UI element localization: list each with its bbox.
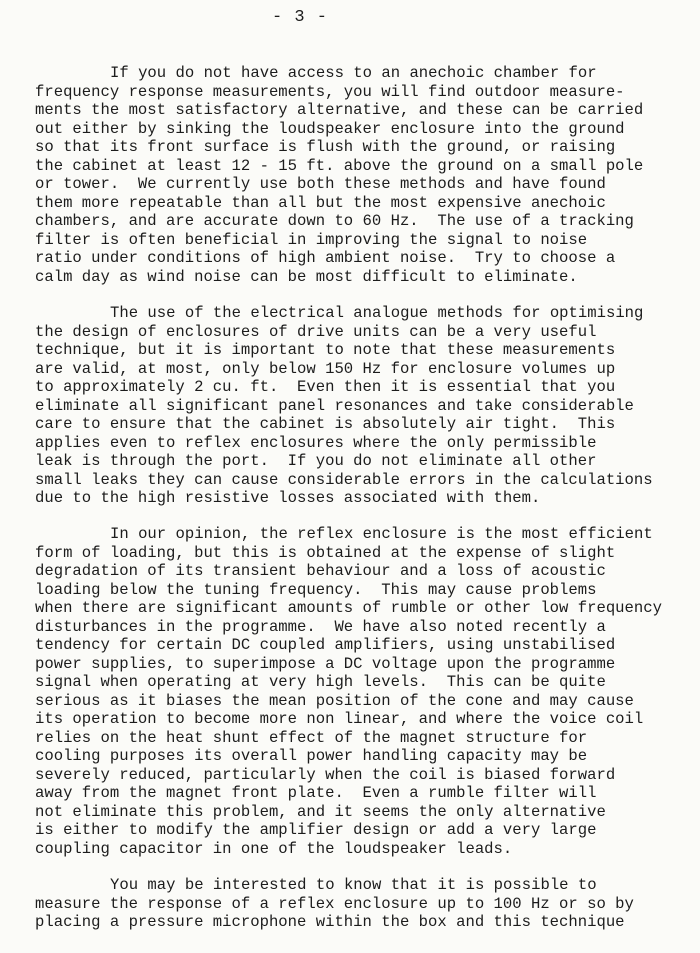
text-line: or tower. We currently use both these methods and have found bbox=[35, 175, 606, 193]
text-line: frequency response measurements, you will find outdoor measure- bbox=[35, 82, 625, 101]
paragraph-pressure-microphone bbox=[35, 876, 675, 932]
text-line: so that its front surface is flush with the ground, or raising bbox=[35, 138, 616, 156]
text-line: The use of the electrical analogue methods for optimising bbox=[110, 304, 644, 322]
text-line: not eliminate this problem, and it seems the only alternative bbox=[35, 802, 606, 821]
text-line: are valid, at most, only below 150 Hz for enclosure volumes up bbox=[35, 359, 616, 378]
paragraph-electrical-analogue bbox=[35, 304, 675, 508]
text-line: placing a pressure microphone within the box and this technique bbox=[35, 913, 625, 931]
text-line: tendency for certain DC coupled amplifiers, using unstabilised bbox=[35, 636, 616, 654]
text-line: power supplies, to superimpose a DC voltage upon the programme bbox=[35, 654, 616, 673]
text-line: cooling purposes its overall power handling capacity may be bbox=[35, 747, 588, 765]
text-line: to approximately 2 cu. ft. Even then it is essential that you bbox=[35, 378, 616, 396]
text-line: ments the most satisfactory alternative, and these can be carried bbox=[35, 101, 644, 119]
text-line: when there are significant amounts of rumble or other low frequency bbox=[35, 599, 662, 617]
text-line: degradation of its transient behaviour and a loss of acoustic bbox=[35, 562, 606, 580]
text-line: loading below the tuning frequency. This may cause problems bbox=[35, 580, 597, 599]
text-line: care to ensure that the cabinet is absolutely air tight. This bbox=[35, 415, 616, 433]
text-line: the design of enclosures of drive units can be a very useful bbox=[35, 322, 597, 341]
text-line: is either to modify the amplifier design or add a very large bbox=[35, 821, 597, 839]
text-line: leak is through the port. If you do not eliminate all other bbox=[35, 452, 597, 470]
page-number: - 3 - bbox=[271, 8, 328, 27]
text-line: relies on the heat shunt effect of the magnet structure for bbox=[35, 728, 588, 747]
text-line: chambers, and are accurate down to 60 Hz. The use of a tracking bbox=[35, 212, 634, 230]
text-line: You may be interested to know that it is possible to bbox=[110, 876, 597, 894]
text-line: filter is often beneficial in improving the signal to noise bbox=[35, 230, 588, 249]
text-line: calm day as wind noise can be most difficult to eliminate. bbox=[35, 267, 578, 286]
text-line: technique, but it is important to note that these measurements bbox=[35, 341, 616, 359]
text-line: signal when operating at very high levels. This can be quite bbox=[35, 673, 606, 691]
text-line: In our opinion, the reflex enclosure is the most efficient bbox=[110, 525, 653, 543]
text-line: severely reduced, particularly when the coil is biased forward bbox=[35, 765, 616, 784]
text-line: coupling capacitor in one of the loudspeaker leads. bbox=[35, 839, 513, 858]
text-line: due to the high resistive losses associated with them. bbox=[35, 489, 541, 507]
text-line: the cabinet at least 12 - 15 ft. above the ground on a small pole bbox=[35, 156, 644, 175]
text-line: eliminate all significant panel resonances and take considerable bbox=[35, 396, 634, 415]
text-line: form of loading, but this is obtained at the expense of slight bbox=[35, 543, 616, 562]
text-line: its operation to become more non linear, and where the voice coil bbox=[35, 710, 644, 728]
text-line: measure the response of a reflex enclosure up to 100 Hz or so by bbox=[35, 894, 634, 913]
text-line: applies even to reflex enclosures where the only permissible bbox=[35, 433, 597, 452]
text-line: ratio under conditions of high ambient noise. Try to choose a bbox=[35, 249, 616, 267]
text-line: away from the magnet front plate. Even a rumble filter will bbox=[35, 784, 597, 802]
text-line: serious as it biases the mean position of the cone and may cause bbox=[35, 691, 634, 710]
text-line: If you do not have access to an anechoic chamber for bbox=[110, 64, 597, 82]
text-line: disturbances in the programme. We have also noted recently a bbox=[35, 617, 606, 636]
text-line: out either by sinking the loudspeaker enclosure into the ground bbox=[35, 119, 625, 138]
text-line: them more repeatable than all but the most expensive anechoic bbox=[35, 193, 606, 212]
text-line: small leaks they can cause considerable errors in the calculations bbox=[35, 470, 653, 489]
paragraph-outdoor-measurements bbox=[35, 64, 675, 286]
paragraph-reflex-enclosure bbox=[35, 525, 675, 858]
